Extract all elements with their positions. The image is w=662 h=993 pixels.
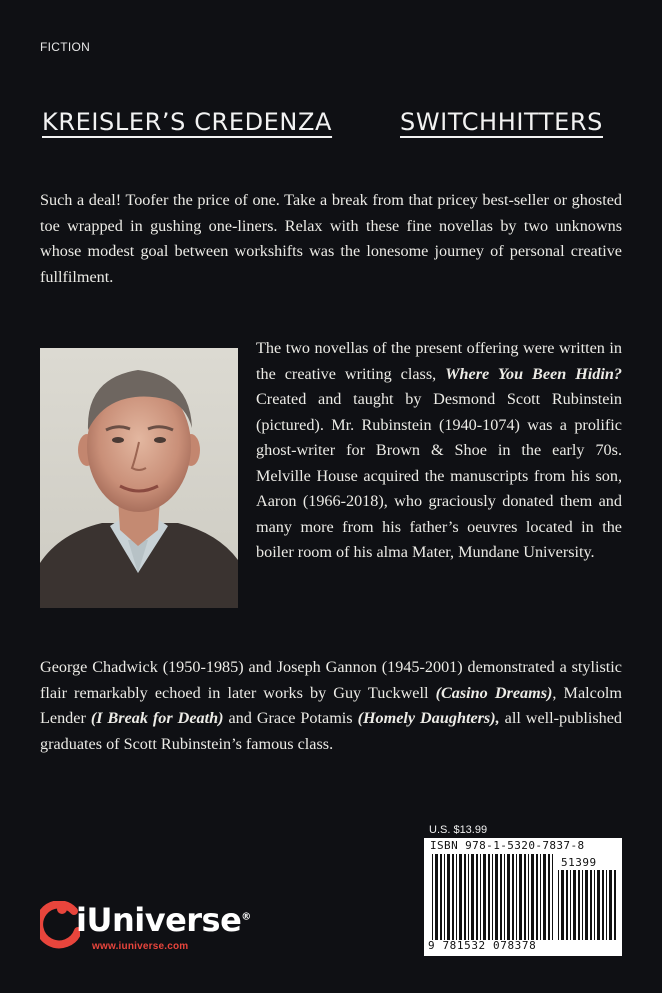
class-name-italic: Where You Been Hidin? — [445, 364, 622, 383]
author-photo — [40, 348, 238, 608]
price-addon-bars — [558, 870, 616, 940]
work-homely-daughters: (Homely Daughters), — [357, 709, 500, 728]
intro-paragraph: Such a deal! Toofer the price of one. Take a break from that pricey best-seller or ghosted toe wrapped in gushing one-liners. Relax with these fine novellas by two unknowns whose modest goal between workshifts was the lonesome journey of personal creative fullfilment. — [40, 191, 622, 286]
authors-text-3: and Grace Potamis — [223, 709, 358, 728]
publisher-logo — [40, 898, 280, 958]
iuniverse-logo-icon — [40, 901, 80, 949]
publisher-url: www.iuniverse.com — [92, 941, 189, 952]
title-kreislers-credenza: KREISLER’S CREDENZA — [42, 108, 333, 136]
publisher-name: iUniverse® — [76, 901, 251, 939]
novellas-text-after: Created and taught by Desmond Scott Rubinstein (pictured). Mr. Rubinstein (1940-1074) was a prolific ghost-writer for Brown & Shoe in the early 70s. Melville House acquired the manuscripts from his son, Aaron (1966-2018), who graciously donated them and many more from his father’s oeuvres located in the boiler room of his alma Mater, Mundane University. — [256, 390, 622, 561]
novellas-paragraph — [256, 336, 622, 566]
barcode-digits: 9 781532 078378 — [428, 939, 537, 952]
authors-text-1: George Chadwick (1950-1985) and Joseph Gannon (1945-2001) demonstrated a stylistic flair remarkably echoed in later works by Guy Tuckwell — [40, 658, 622, 702]
isbn-barcode — [424, 838, 622, 956]
work-i-break-for-death: (I Break for Death) — [90, 709, 224, 728]
work-casino-dreams: (Casino Dreams) — [435, 683, 553, 702]
genre-label: FICTION — [40, 40, 91, 54]
barcode-bars — [432, 854, 554, 940]
authors-text-2: , Malcolm Lender — [40, 683, 623, 728]
authors-paragraph — [40, 655, 622, 757]
novellas-text-before: The two novellas of the present offering were written in the creative writing class, — [256, 339, 622, 383]
price-label: U.S. $13.99 — [429, 824, 488, 836]
authors-text-4: all well-published graduates of Scott Rubinstein’s famous class. — [40, 709, 622, 753]
price-code: 51399 — [561, 856, 597, 869]
isbn-label: ISBN 978-1-5320-7837-8 — [430, 839, 585, 852]
title-switchhitters: SWITCHHITTERS — [400, 108, 603, 136]
